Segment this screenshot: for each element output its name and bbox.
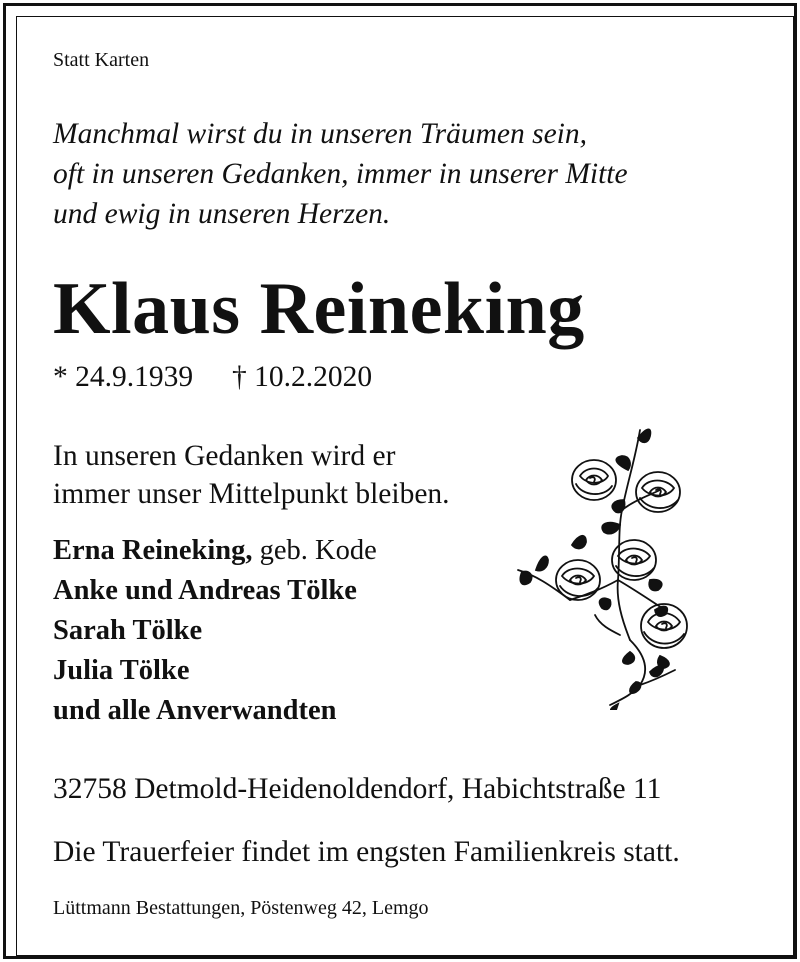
birth-date: * 24.9.1939 xyxy=(53,361,194,393)
family-member-1: Anke und Andreas Tölke xyxy=(53,575,357,606)
poem-line-3: und ewig in unseren Herzen. xyxy=(53,198,391,230)
family-member-2: Sarah Tölke xyxy=(53,615,203,646)
poem-line-2: oft in unseren Gedanken, immer in unserer Mitte xyxy=(53,158,628,190)
family-name-erna: Erna Reineking, xyxy=(53,535,253,566)
statt-karten-label: Statt Karten xyxy=(53,49,150,71)
death-date: † 10.2.2020 xyxy=(232,361,373,393)
family-member-3: Julia Tölke xyxy=(53,655,190,686)
family-suffix-erna: geb. Kode xyxy=(252,535,377,566)
rose-branch-illustration xyxy=(510,420,710,710)
funeral-home-line: Lüttmann Bestattungen, Pöstenweg 42, Lemgo xyxy=(53,897,429,919)
message-line-2: immer unser Mittelpunkt bleiben. xyxy=(53,478,450,510)
rose-4 xyxy=(556,560,600,600)
message-line-1: In unseren Gedanken wird er xyxy=(53,440,396,472)
rose-2 xyxy=(636,472,680,512)
family-line-erna xyxy=(53,531,377,571)
rose-1 xyxy=(572,460,616,500)
family-member-4: und alle Anverwandten xyxy=(53,695,337,726)
address-line: 32758 Detmold-Heidenoldendorf, Habichtstraße 11 xyxy=(53,773,662,805)
deceased-name: Klaus Reineking xyxy=(53,268,585,350)
poem-line-1: Manchmal wirst du in unseren Träumen sein, xyxy=(53,118,587,150)
ceremony-line: Die Trauerfeier findet im engsten Familienkreis statt. xyxy=(53,836,680,868)
